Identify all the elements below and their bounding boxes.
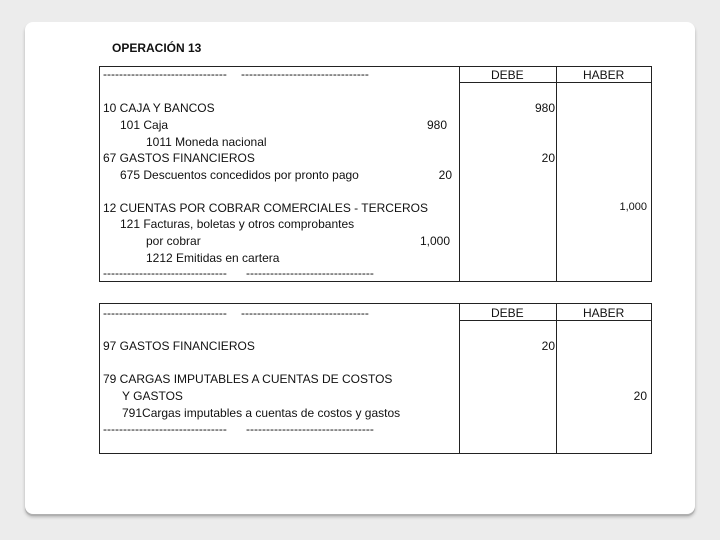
partial-amount: 1,000	[419, 234, 450, 248]
column-divider	[556, 303, 557, 454]
account-line: 1011 Moneda nacional	[146, 135, 267, 149]
page-title: OPERACIÓN 13	[112, 41, 202, 55]
account-line: 791Cargas imputables a cuentas de costos y gastos	[122, 406, 401, 420]
partial-amount: 20	[438, 168, 452, 182]
account-line: 97 GASTOS FINANCIEROS	[103, 339, 255, 353]
account-line: 121 Facturas, boletas y otros comprobantes	[120, 217, 355, 231]
header-divider	[459, 320, 652, 321]
column-divider	[556, 66, 557, 282]
separator-left: -------------------------------	[103, 266, 227, 280]
separator-right: --------------------------------	[246, 266, 374, 280]
account-line: 101 Caja	[120, 118, 169, 132]
debe-amount: 980	[534, 101, 555, 115]
separator-left: -------------------------------	[103, 67, 227, 81]
account-line: por cobrar	[146, 234, 201, 248]
account-line: 10 CAJA Y BANCOS	[103, 101, 215, 115]
account-line: 12 CUENTAS POR COBRAR COMERCIALES - TERCEROS	[103, 201, 428, 215]
account-line: 79 CARGAS IMPUTABLES A CUENTAS DE COSTOS	[103, 372, 393, 386]
haber-amount: 20	[633, 389, 647, 403]
column-header-haber: HABER	[583, 306, 625, 320]
separator-right: --------------------------------	[246, 422, 374, 436]
haber-amount: 1,000	[619, 201, 647, 213]
header-divider	[459, 82, 652, 83]
column-header-debe: DEBE	[491, 68, 524, 82]
column-header-haber: HABER	[583, 68, 625, 82]
column-divider	[459, 66, 460, 282]
account-line: Y GASTOS	[122, 389, 183, 403]
debe-amount: 20	[541, 151, 555, 165]
separator-left: -------------------------------	[103, 422, 227, 436]
partial-amount: 980	[426, 118, 447, 132]
debe-amount: 20	[541, 339, 555, 353]
separator-left: -------------------------------	[103, 306, 227, 320]
column-divider	[459, 303, 460, 454]
account-line: 675 Descuentos concedidos por pronto pago	[120, 168, 359, 182]
separator-right: --------------------------------	[241, 306, 369, 320]
column-header-debe: DEBE	[491, 306, 524, 320]
account-line: 67 GASTOS FINANCIEROS	[103, 151, 255, 165]
account-line: 1212 Emitidas en cartera	[146, 251, 280, 265]
separator-right: --------------------------------	[241, 67, 369, 81]
